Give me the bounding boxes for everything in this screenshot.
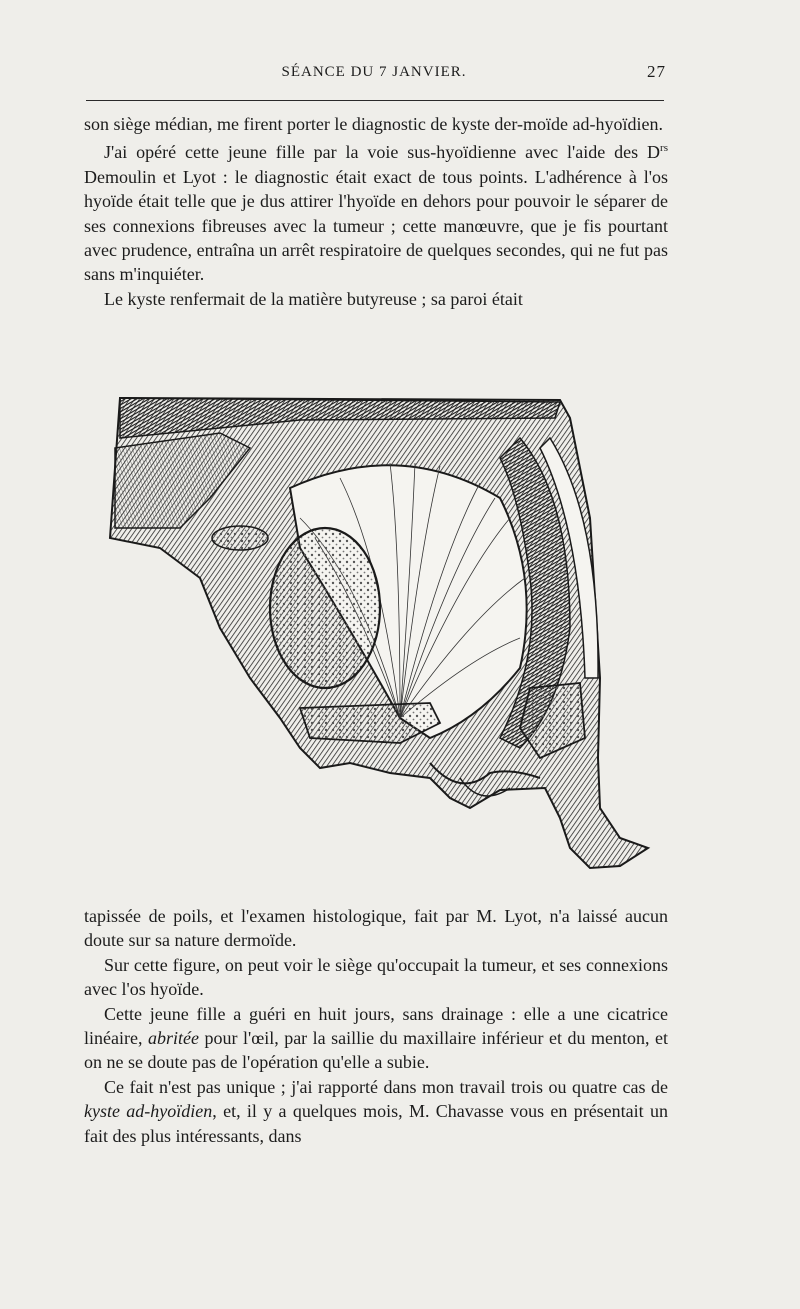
text-span: Cette jeune fille a guéri en huit jours, sans drainage : elle a une cicatrice linéaire, [84, 1003, 668, 1049]
text-span: J'ai opéré cette jeune fille par la voie sus-hyoïdienne avec l'aide des D [104, 142, 661, 163]
text-block-bottom [84, 904, 668, 1148]
italic-term: abritée [147, 1028, 199, 1049]
text-block-top [84, 112, 668, 311]
paragraph: Le kyste renfermait de la matière butyreuse ; sa paroi était [104, 288, 523, 309]
paragraph [84, 136, 668, 286]
paragraph [84, 1075, 668, 1148]
text-span: Ce fait n'est pas unique ; j'ai rapporté dans mon travail trois ou quatre cas de [104, 1076, 668, 1097]
header-title: SÉANCE DU 7 JANVIER. [281, 64, 467, 80]
text-span: , et, il y a quelques mois, M. Chavasse vous en présentait un fait des plus intéressants, dans [84, 1101, 668, 1146]
page-number: 27 [647, 62, 666, 81]
text-span: Demoulin et Lyot : le diagnostic était exact de tous points. L'adhérence à l'os hyoïde était telle que je dus attirer l'hyoïde en dehors pour pouvoir le séparer de ses connexions fibreuses avec la tumeur ; cette manœuvre, que je fis pourtant avec prudence, entraîna un arrêt respiratoire de quelques secondes, qui ne fut pas sans m'inquiéter. [84, 166, 668, 285]
superscript: rs [660, 142, 668, 155]
sagittal-section-engraving [100, 378, 660, 878]
paragraph: son siège médian, me firent porter le diagnostic de kyste der-moïde ad-hyoïdien. [84, 114, 663, 134]
italic-term: kyste ad-hyoïdien [84, 1101, 213, 1122]
anatomical-figure [100, 378, 660, 878]
paragraph: Sur cette figure, on peut voir le siège qu'occupait la tumeur, et ses connexions avec l'os hyoïde. [84, 954, 668, 1000]
paragraph: tapissée de poils, et l'examen histologique, fait par M. Lyot, n'a laissé aucun doute sur sa nature dermoïde. [84, 906, 668, 951]
text-span: pour l'œil, par la saillie du maxillaire inférieur et du menton, et on ne se doute pas de l'opération qu'elle a subie. [84, 1028, 668, 1073]
header-rule [86, 100, 664, 101]
paragraph [84, 1002, 668, 1075]
running-header [82, 62, 666, 84]
